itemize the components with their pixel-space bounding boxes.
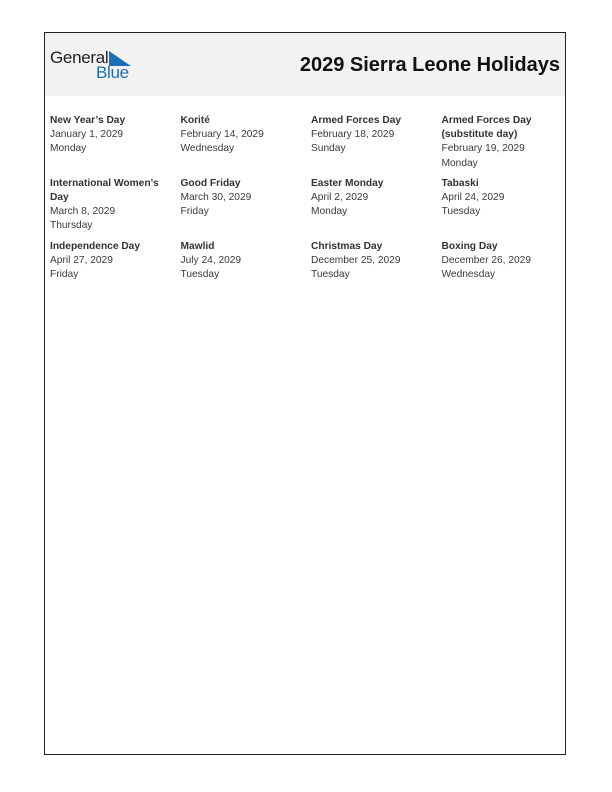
holiday-name: Armed Forces Day [311, 115, 402, 126]
holiday-name: International Women’s Day [50, 177, 159, 204]
holiday-weekday: Thursday [50, 220, 93, 232]
holiday-weekday: Wednesday [180, 143, 235, 155]
holiday-weekday: Monday [311, 206, 348, 218]
holiday-weekday: Friday [180, 206, 209, 218]
holiday-item [181, 240, 312, 283]
holiday-name: New Year’s Day [50, 115, 126, 126]
holiday-name: Easter Monday [311, 177, 384, 189]
holiday-name: Mawlid [180, 240, 215, 252]
holiday-weekday: Wednesday [441, 269, 496, 281]
holiday-date: March 8, 2029 [50, 206, 116, 218]
holiday-date: January 1, 2029 [50, 129, 124, 141]
holiday-date: April 2, 2029 [311, 192, 369, 204]
holiday-item [442, 114, 565, 171]
holiday-date: February 19, 2029 [441, 143, 525, 155]
holiday-weekday: Sunday [311, 143, 346, 155]
holiday-date: April 27, 2029 [50, 254, 113, 266]
holiday-weekday: Tuesday [180, 269, 220, 281]
holiday-name: Christmas Day [311, 240, 383, 252]
holiday-item [311, 177, 442, 234]
generalblue-logo[interactable] [50, 48, 140, 84]
holiday-item [442, 240, 565, 283]
holiday-weekday: Monday [441, 157, 478, 169]
holiday-date: February 18, 2029 [311, 129, 395, 141]
holiday-item [311, 240, 442, 283]
holiday-item [181, 114, 312, 171]
holiday-list [50, 114, 565, 282]
page-title: 2029 Sierra Leone Holidays [299, 54, 560, 76]
holiday-weekday: Monday [50, 143, 87, 155]
holiday-date: July 24, 2029 [180, 254, 242, 266]
holiday-name: Tabaski [441, 177, 479, 189]
holiday-name: Armed Forces Day (substitute day) [441, 115, 532, 141]
holiday-name: Boxing Day [441, 240, 498, 252]
holiday-item [50, 177, 181, 234]
holiday-name: Korité [180, 115, 210, 126]
holiday-name: Good Friday [180, 177, 241, 189]
holiday-weekday: Tuesday [441, 206, 481, 218]
holiday-item [311, 114, 442, 171]
holiday-date: December 25, 2029 [311, 254, 401, 266]
page-frame [44, 32, 566, 755]
logo-general-text: General [50, 48, 109, 67]
header [45, 33, 565, 96]
holiday-name: Independence Day [50, 240, 141, 252]
holiday-item [50, 114, 181, 171]
logo-blue-text: Blue [96, 63, 129, 82]
holiday-date: February 14, 2029 [180, 129, 264, 141]
holiday-weekday: Friday [50, 269, 79, 281]
holiday-item [442, 177, 565, 234]
holiday-item [181, 177, 312, 234]
holiday-item [50, 240, 181, 283]
holiday-weekday: Tuesday [311, 269, 350, 281]
holiday-date: December 26, 2029 [441, 254, 531, 266]
holiday-date: April 24, 2029 [441, 192, 505, 204]
holiday-date: March 30, 2029 [180, 192, 252, 204]
